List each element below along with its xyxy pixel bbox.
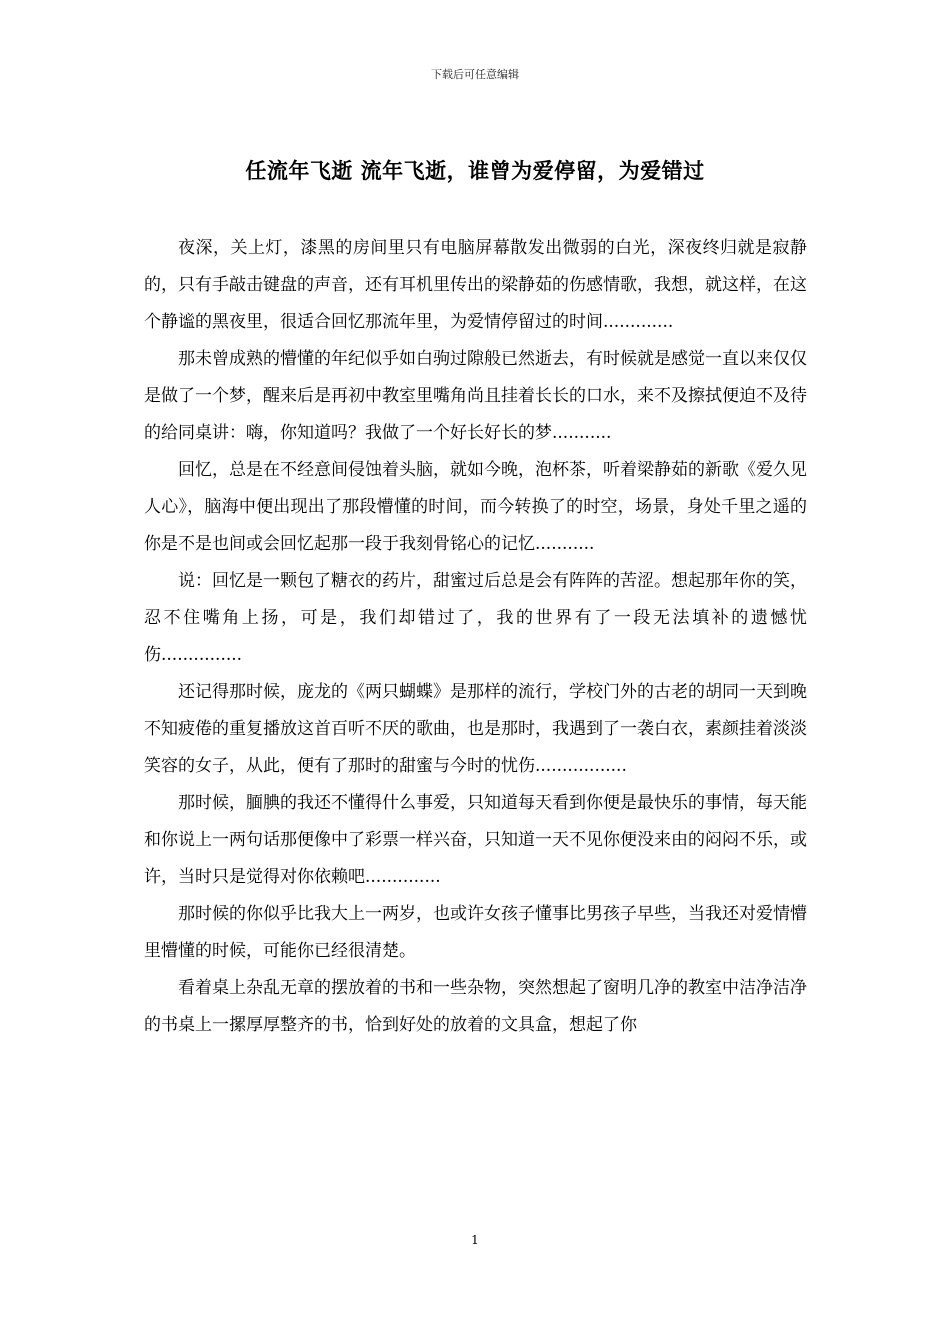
paragraph: 还记得那时候，庞龙的《两只蝴蝶》是那样的流行，学校门外的古老的胡同一天到晚不知疲倦的重复播放这首百听不厌的歌曲，也是那时，我遇到了一袭白衣，素颜挂着淡淡笑容的女子，从此，便有了那时的甜蜜与今时的忧伤................. (144, 682, 807, 776)
paragraph: 那时候，腼腆的我还不懂得什么事爱，只知道每天看到你便是最快乐的事情，每天能和你说上一两句话那便像中了彩票一样兴奋，只知道一天不见你便没来由的闷闷不乐，或许，当时只是觉得对你依赖吧.............. (144, 793, 807, 887)
document-title: 任流年飞逝 流年飞逝，谁曾为爱停留，为爱错过 (245, 159, 705, 183)
header-note: 下载后可任意编辑 (431, 68, 519, 81)
paragraph: 回忆，总是在不经意间侵蚀着头脑，就如今晚，泡杯茶，听着梁静茹的新歌《爱久见人心》，脑海中便出现出了那段懵懂的时间，而今转换了的时空，场景，身处千里之遥的你是不是也间或会回忆起那一段于我刻骨铭心的记忆........... (144, 460, 807, 554)
paragraph: 夜深，关上灯，漆黑的房间里只有电脑屏幕散发出微弱的白光，深夜终归就是寂静的，只有手敲击键盘的声音，还有耳机里传出的梁静茹的伤感情歌，我想，就这样，在这个静谧的黑夜里，很适合回忆那流年里，为爱情停留过的时间............. (144, 238, 807, 332)
paragraph: 那时候的你似乎比我大上一两岁，也或许女孩子懂事比男孩子早些，当我还对爱情懵里懵懂的时候，可能你已经很清楚。 (144, 904, 807, 961)
paragraph: 看着桌上杂乱无章的摆放着的书和一些杂物，突然想起了窗明几净的教室中洁净洁净的书桌上一摞厚厚整齐的书，恰到好处的放着的文具盒，想起了你 (144, 978, 807, 1035)
document-body (144, 230, 807, 1044)
paragraph: 那未曾成熟的懵懂的年纪似乎如白驹过隙般已然逝去，有时候就是感觉一直以来仅仅是做了一个梦，醒来后是再初中教室里嘴角尚且挂着长长的口水，来不及擦拭便迫不及待的给同桌讲：嗨，你知道吗？我做了一个好长好长的梦........... (144, 349, 807, 443)
paragraph: 说：回忆是一颗包了糖衣的药片，甜蜜过后总是会有阵阵的苦涩。想起那年你的笑，忍不住嘴角上扬，可是，我们却错过了，我的世界有了一段无法填补的遗憾忧伤............... (144, 571, 807, 665)
page-number: 1 (471, 1233, 479, 1247)
